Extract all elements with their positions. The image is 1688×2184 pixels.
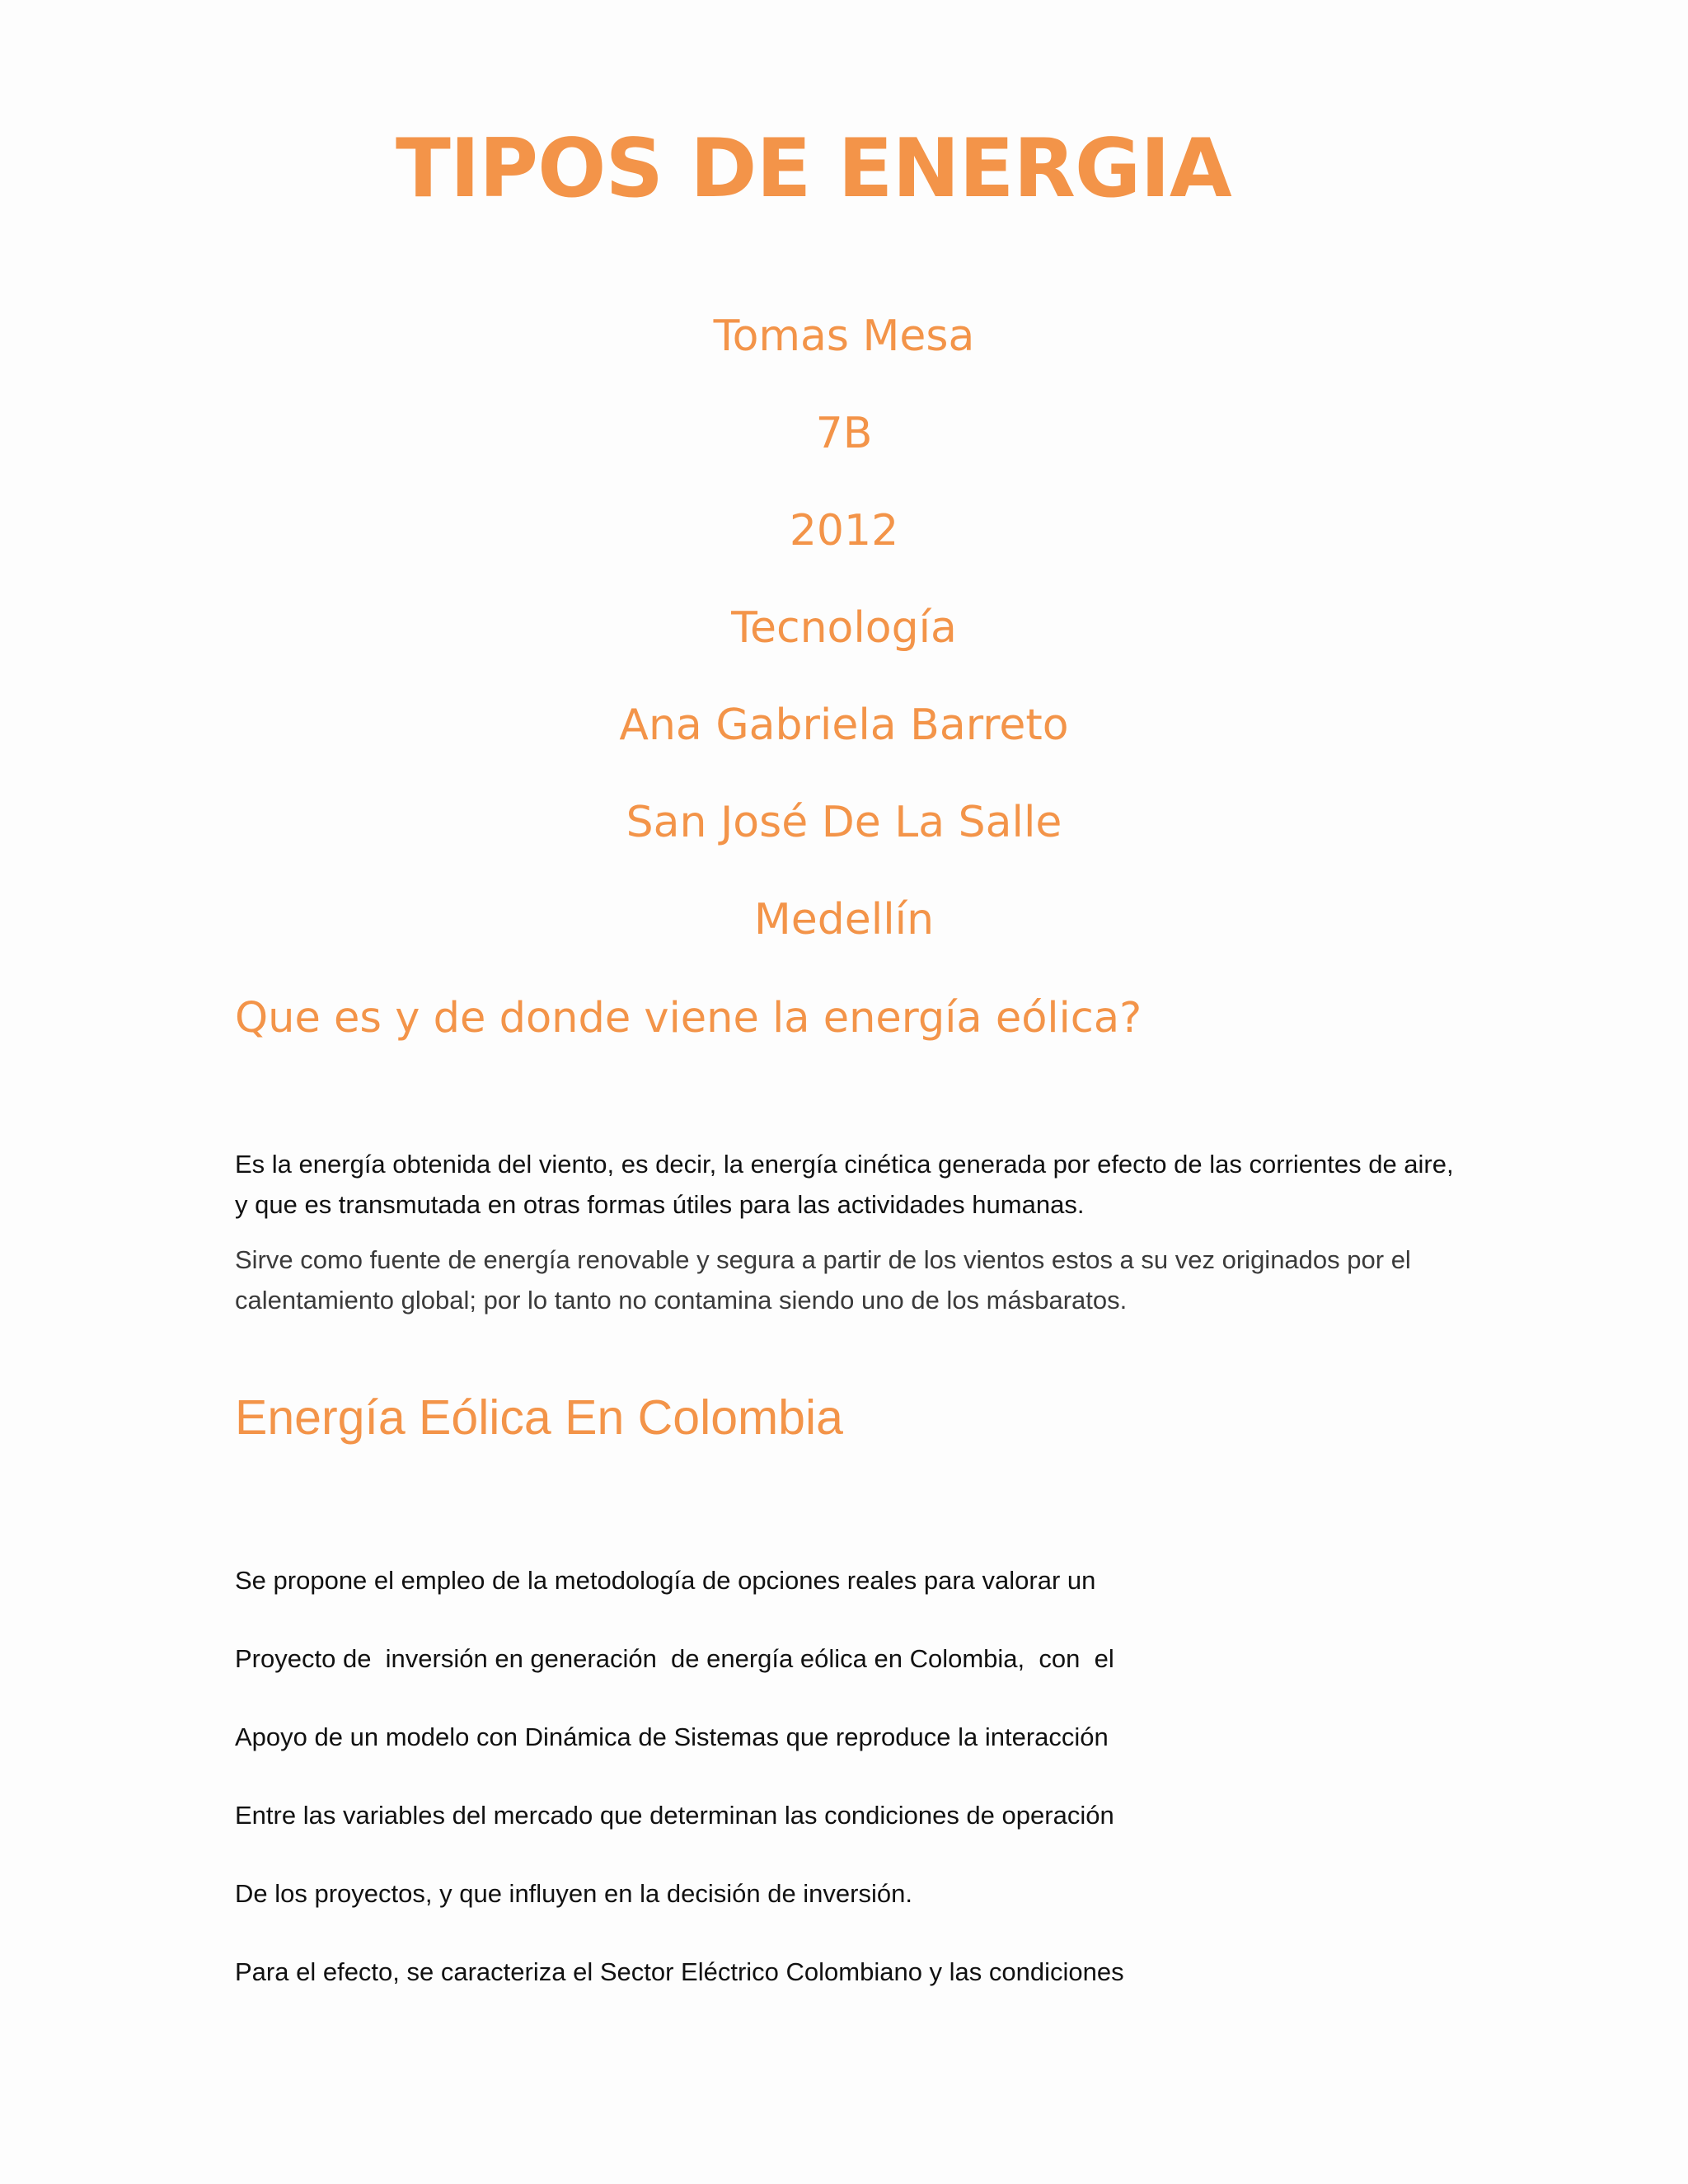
section-heading-colombia: Energía Eólica En Colombia bbox=[235, 1390, 843, 1445]
cover-subject: Tecnología bbox=[731, 603, 957, 653]
cover-school: San José De La Salle bbox=[626, 798, 1062, 847]
document-title: TIPOS DE ENERGIA bbox=[396, 122, 1231, 216]
cover-teacher: Ana Gabriela Barreto bbox=[619, 701, 1069, 750]
body-line: Entre las variables del mercado que determinan las condiciones de operación bbox=[235, 1801, 1114, 1830]
body-line: Apoyo de un modelo con Dinámica de Sistemas que reproduce la interacción bbox=[235, 1722, 1109, 1751]
body-line: Proyecto de inversión en generación de energía eólica en Colombia, con el bbox=[235, 1644, 1114, 1673]
cover-grade: 7B bbox=[815, 409, 873, 458]
body-line: Se propone el empleo de la metodología de opciones reales para valorar un bbox=[235, 1566, 1096, 1595]
cover-city: Medellín bbox=[753, 895, 935, 944]
paragraph-renewable: Sirve como fuente de energía renovable y segura a partir de los vientos estos a su vez originados por el calentamiento global; por lo tanto no contamina siendo uno de los másbaratos. bbox=[235, 1245, 1411, 1315]
cover-author: Tomas Mesa bbox=[713, 312, 975, 361]
paragraph-definition: Es la energía obtenida del viento, es decir, la energía cinética generada por efecto de las corrientes de aire, y que es transmutada en otras formas útiles para las actividades humanas. bbox=[235, 1150, 1454, 1219]
cover-year: 2012 bbox=[789, 506, 899, 555]
body-line: De los proyectos, y que influyen en la decisión de inversión. bbox=[235, 1879, 912, 1908]
body-line: Para el efecto, se caracteriza el Sector Eléctrico Colombiano y las condiciones bbox=[235, 1957, 1124, 1986]
section-heading-eolica: Que es y de donde viene la energía eólica? bbox=[235, 994, 1142, 1043]
